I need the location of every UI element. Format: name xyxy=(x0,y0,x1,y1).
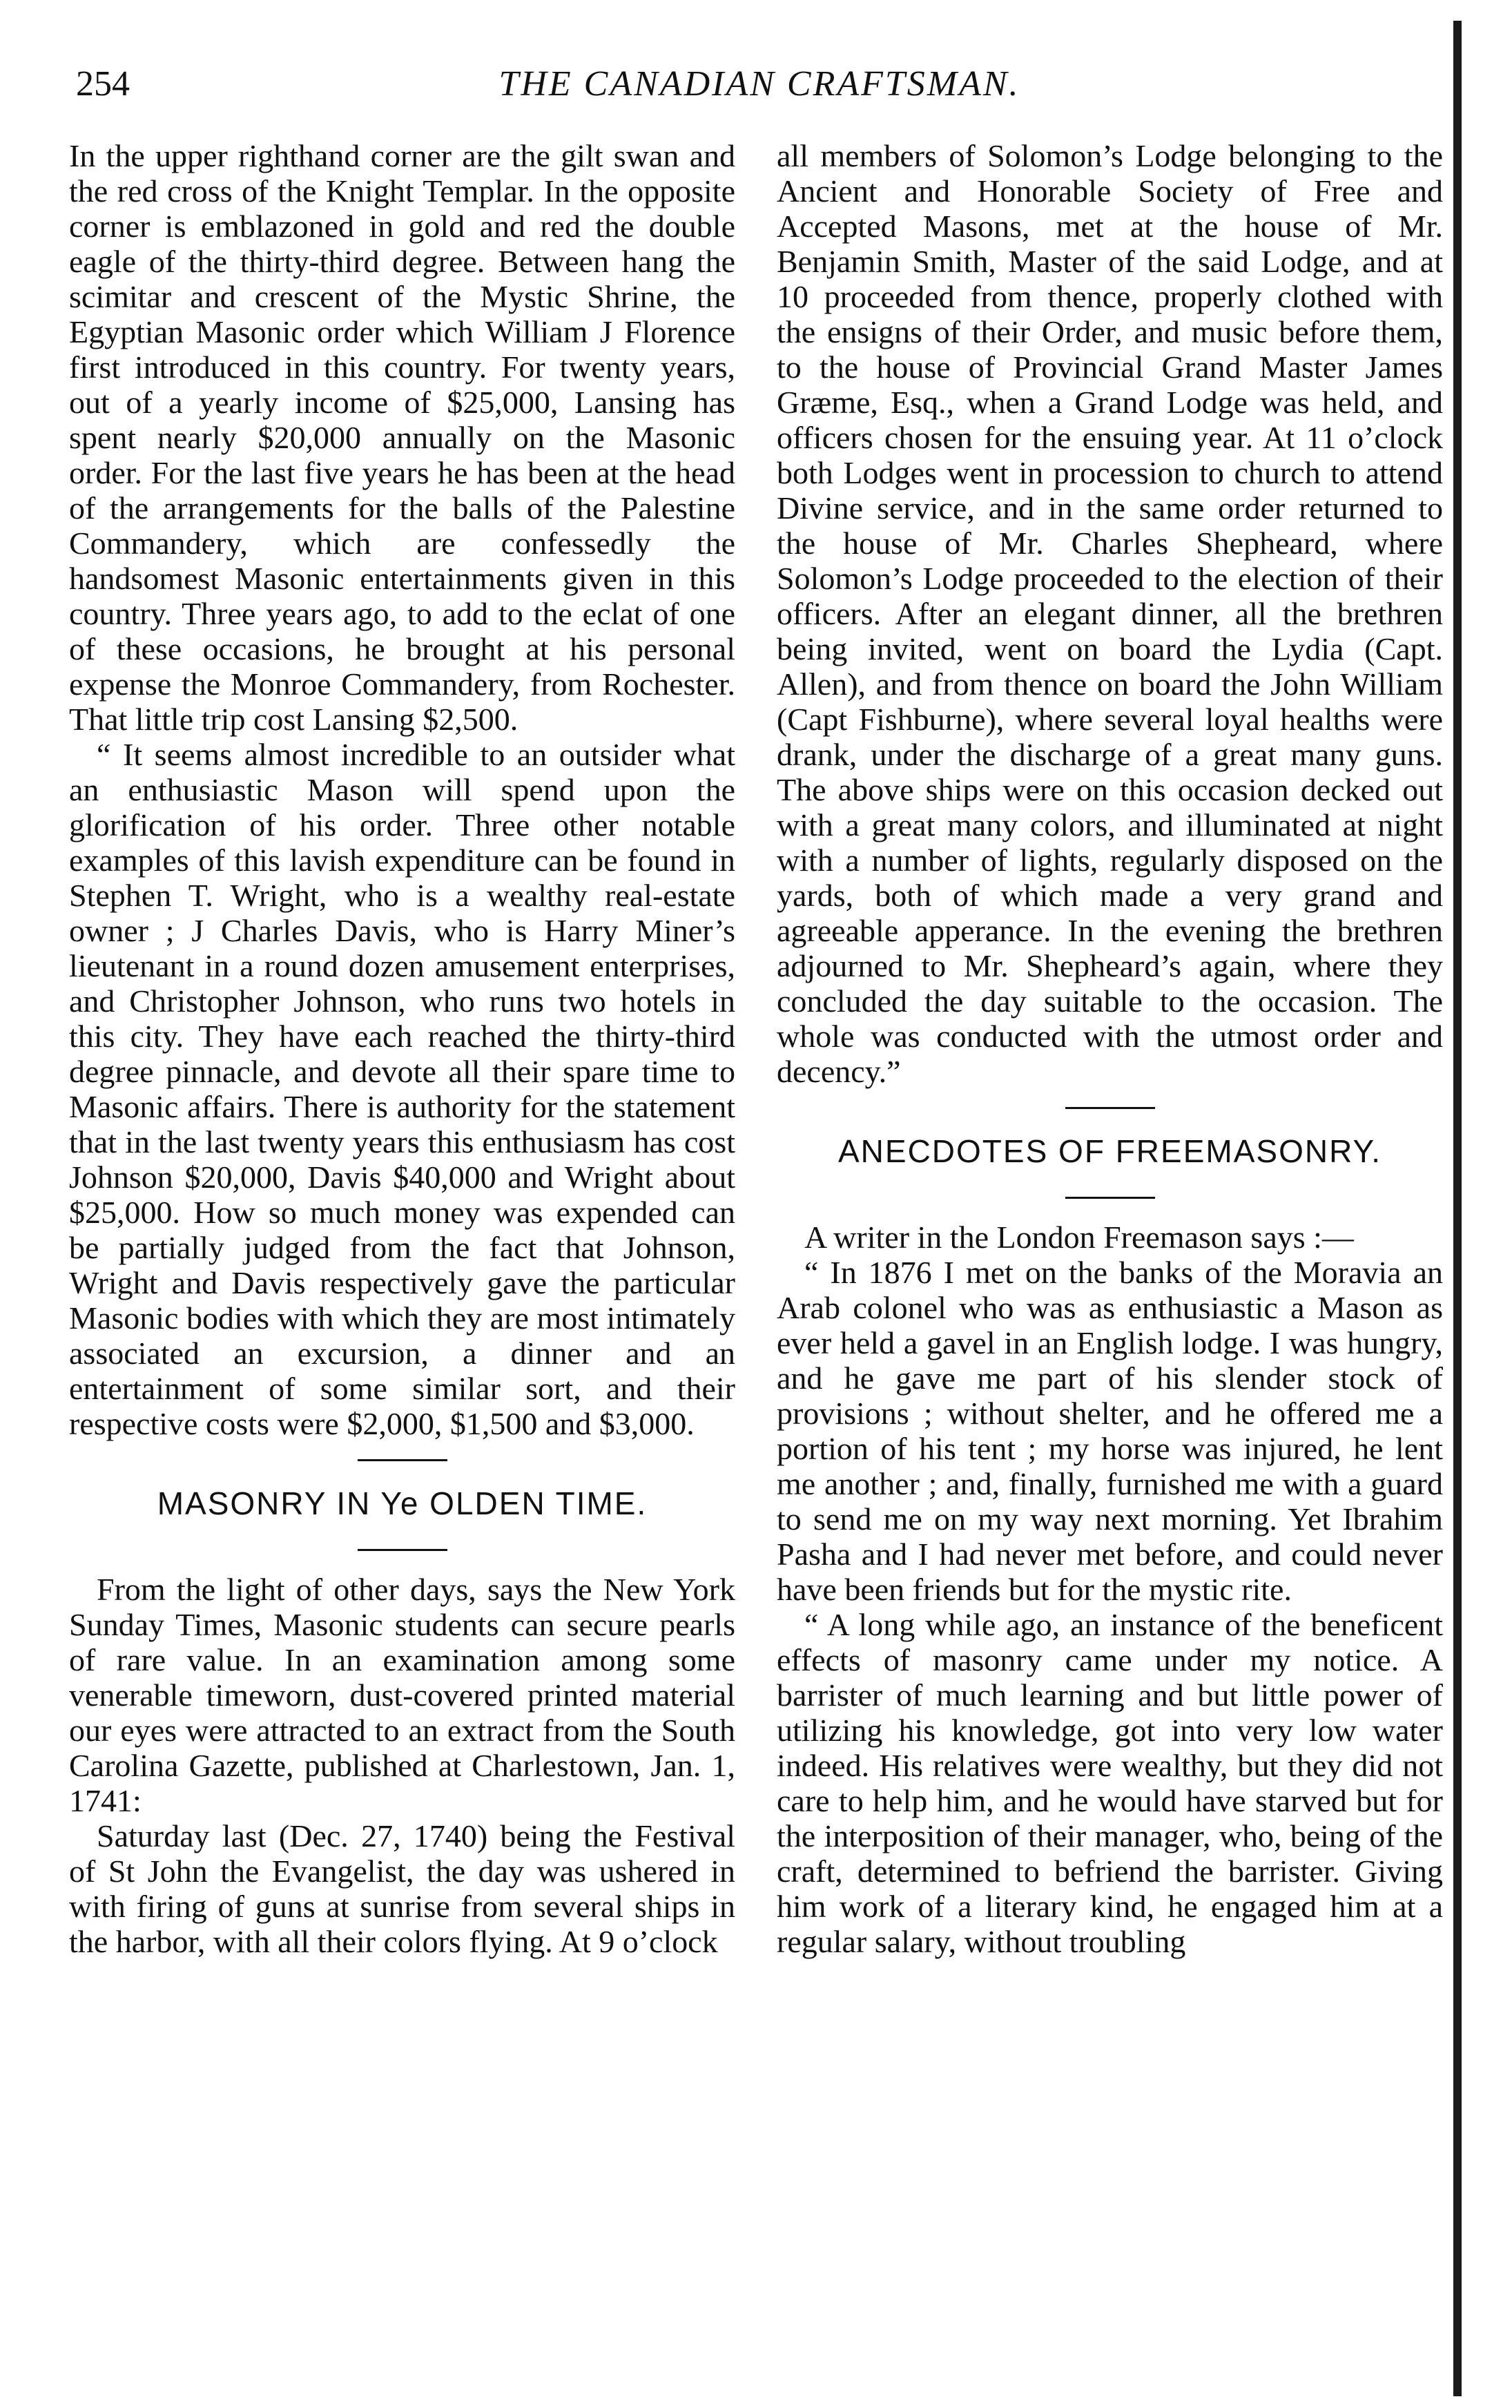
page-header xyxy=(76,50,1443,119)
section-divider xyxy=(777,1089,1443,1109)
running-title: THE CANADIAN CRAFTSMAN. xyxy=(498,64,1020,104)
section-divider xyxy=(69,1441,735,1461)
page-number: 254 xyxy=(76,64,130,104)
right-column xyxy=(777,138,1443,1959)
article-paragraph: In the upper righthand corner are the gilt swan and the red cross of the Knight Templar. In the opposite corner is emblazoned in gold and red the double eagle of the thirty-third degree. Between hang the scimitar and crescent of the Mystic Shrine, the Egyptian Masonic order which William J Florence first introduced in this country. For twenty years, out of a yearly income of $25,000, Lansing has spent nearly $20,000 annually on the Masonic order. For the last five years he has been at the head of the arrangements for the balls of the Palestine Commandery, which are confessedly the handsomest Masonic entertainments given in this country. Three years ago, to add to the eclat of one of these occasions, he brought at his personal expense the Monroe Commandery, from Rochester. That little trip cost Lansing $2,500. xyxy=(69,138,735,737)
article-paragraph: all members of Solomon’s Lodge belonging to the Ancient and Honorable Society of Free and Accepted Masons, met at the house of Mr. Benjamin Smith, Master of the said Lodge, and at 10 proceeded from thence, properly clothed with the ensigns of their Order, and music before them, to the house of Provincial Grand Master James Græme, Esq., when a Grand Lodge was held, and officers chosen for the ensuing year. At 11 o’clock both Lodges went in procession to church to attend Divine service, and in the same order returned to the house of Mr. Charles Shepheard, where Solomon’s Lodge proceeded to the election of their officers. After an elegant dinner, all the brethren being invited, went on board the Lydia (Capt. Allen), and from thence on board the John William (Capt Fishburne), where several loyal healths were drank, under the discharge of a great many guns. The above ships were on this occasion decked out with a great many colors, and illuminated at night with a number of lights, regularly disposed on the yards, both of which made a very grand and agreeable apperance. In the evening the brethren adjourned to Mr. Shepheard’s again, where they concluded the day suitable to the occasion. The whole was conducted with the utmost order and decency.” xyxy=(777,138,1443,1089)
section-divider xyxy=(777,1193,1443,1220)
section-heading: ANECDOTES OF FREEMASONRY. xyxy=(838,1133,1382,1169)
article-paragraph: A writer in the London Freemason says :— xyxy=(804,1220,1354,1255)
article-paragraph: “ A long while ago, an instance of the beneficent effects of masonry came under my notice. A barrister of much learning and but little power of utilizing his knowledge, got into very low water indeed. His relatives were wealthy, but they did not care to help him, and he would have starved but for the interposition of their manager, who, being of the craft, determined to befriend the barrister. Giving him work of a literary kind, he engaged him at a regular salary, without troubling xyxy=(777,1607,1443,1959)
article-paragraph: From the light of other days, says the New York Sunday Times, Masonic students can secure pearls of rare value. In an examination among some venerable timeworn, dust-covered printed material our eyes were attracted to an extract from the South Carolina Gazette, published at Charlestown, Jan. 1, 1741: xyxy=(69,1572,735,1818)
left-column xyxy=(69,138,735,1959)
page-edge-rule xyxy=(1453,21,1462,2396)
article-paragraph: “ It seems almost incredible to an outsider what an enthusiastic Mason will spend upon the glorification of his order. Three other notable examples of this lavish expenditure can be found in Stephen T. Wright, who is a wealthy real-estate owner ; J Charles Davis, who is Harry Miner’s lieutenant in a round dozen amusement enterprises, and Christopher Johnson, who runs two hotels in this city. They have each reached the thirty-third degree pinnacle, and devote all their spare time to Masonic affairs. There is authority for the statement that in the last twenty years this enthusiasm has cost Johnson $20,000, Davis $40,000 and Wright about $25,000. How so much money was expended can be partially judged from the fact that Johnson, Wright and Davis respectively gave the particular Masonic bodies with which they are most intimately associated an excursion, a dinner and an entertainment of some similar sort, and their respective costs were $2,000, $1,500 and $3,000. xyxy=(69,737,735,1441)
article-paragraph: Saturday last (Dec. 27, 1740) being the Festival of St John the Evangelist, the day was ushered in with firing of guns at sunrise from several ships in the harbor, with all their colors flying. At 9 o’clock xyxy=(69,1818,735,1959)
section-divider xyxy=(69,1545,735,1572)
article-paragraph: “ In 1876 I met on the banks of the Moravia an Arab colonel who was as enthusiastic a Mason as ever held a gavel in an English lodge. I was hungry, and he gave me part of his slender stock of provisions ; without shelter, and he offered me a portion of his tent ; my horse was injured, he lent me another ; and, finally, furnished me with a guard to send me on my way next morning. Yet Ibrahim Pasha and I had never met before, and could never have been friends but for the mystic rite. xyxy=(777,1255,1443,1607)
section-heading: MASONRY IN Ye OLDEN TIME. xyxy=(157,1485,648,1521)
